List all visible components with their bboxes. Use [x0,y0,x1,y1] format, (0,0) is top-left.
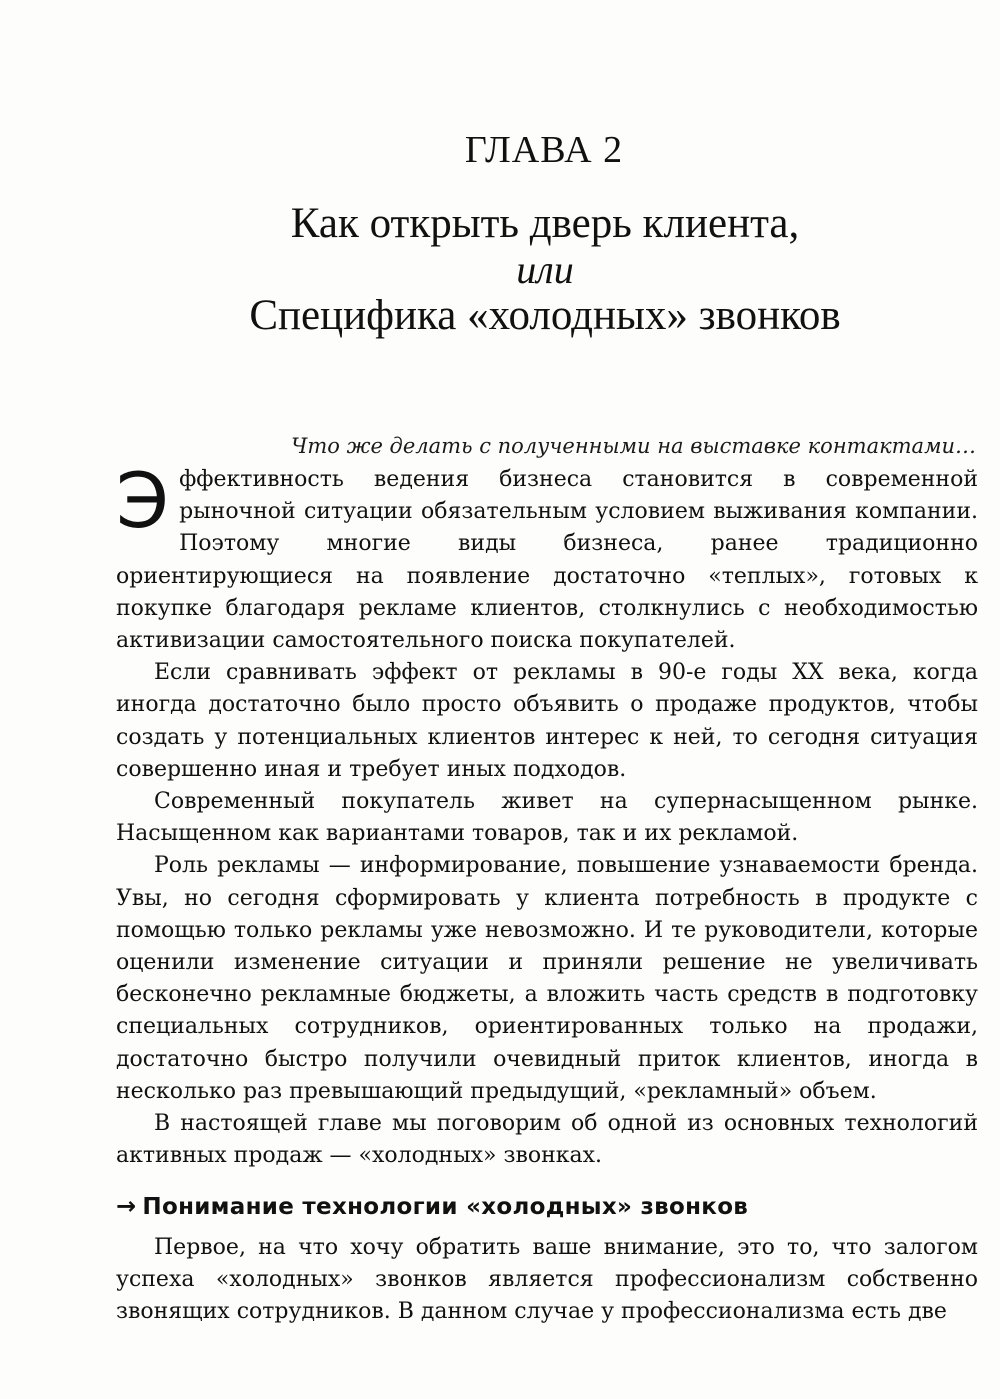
intro-body [116,456,978,1172]
chapter-title-line2: Специфика «холодных» звонков [249,292,841,339]
intro-paragraph-1 [116,456,978,657]
epigraph: Что же делать с полученными на выставке контактами… [291,434,976,458]
intro-paragraph-4: Роль рекламы — информирование, повышение узнаваемости бренда. Увы, но сегодня сформировать у клиента потребность в продукте с помощью только рекламы уже невозможно. И те руководители, которые оценили изменение ситуации и приняли решение не увеличивать бесконечно рекламные бюджеты, а вложить часть средств в подготовку специальных сотрудников, ориентированных только на продажи, достаточно быстро получили очевидный приток клиентов, иногда в несколько раз превышающий предыдущий, «рекламный» объем. [116,853,978,1104]
intro-paragraph-2: Если сравнивать эффект от рекламы в 90-е годы XX века, когда иногда достаточно было просто объявить о продаже продуктов, чтобы создать у потенциальных клиентов интерес к ней, то сегодня ситуация совершенно иная и требует иных подходов. [116,660,978,782]
chapter-title [0,200,1000,340]
chapter-title-line1: Как открыть дверь клиента, [290,200,800,247]
arrow-right-icon: → [116,1192,137,1220]
chapter-title-or: или [516,247,574,292]
intro-paragraph-5: В настоящей главе мы поговорим об одной из основных технологий активных продаж — «холодных» звонках. [116,1111,978,1169]
intro-paragraph-3: Современный покупатель живет на супернасыщенном рынке. Насыщенном как вариантами товаров, так и их рекламой. [116,789,978,847]
section-paragraph-1: Первое, на что хочу обратить ваше внимание, это то, что залогом успеха «холодных» звонков является профессионализм собственно звонящих сотрудников. В данном случае у профессионализма есть две [116,1235,978,1325]
drop-cap: Э [116,456,170,545]
section-body [116,1232,978,1329]
section-heading-text: Понимание технологии «холодных» звонков [142,1194,749,1220]
section-heading [116,1192,978,1220]
chapter-label: ГЛАВА 2 [464,129,624,171]
intro-paragraph-1-text: ффективность ведения бизнеса становится в современной рыночной ситуации обязательным условием выживания компании. Поэтому многие виды бизнеса, ранее традиционно ориентирующиеся на появление достаточно «теплых», готовых к покупке благодаря рекламе клиентов, столкнулись с необходимостью активизации самостоятельного поиска покупателей. [116,467,978,654]
